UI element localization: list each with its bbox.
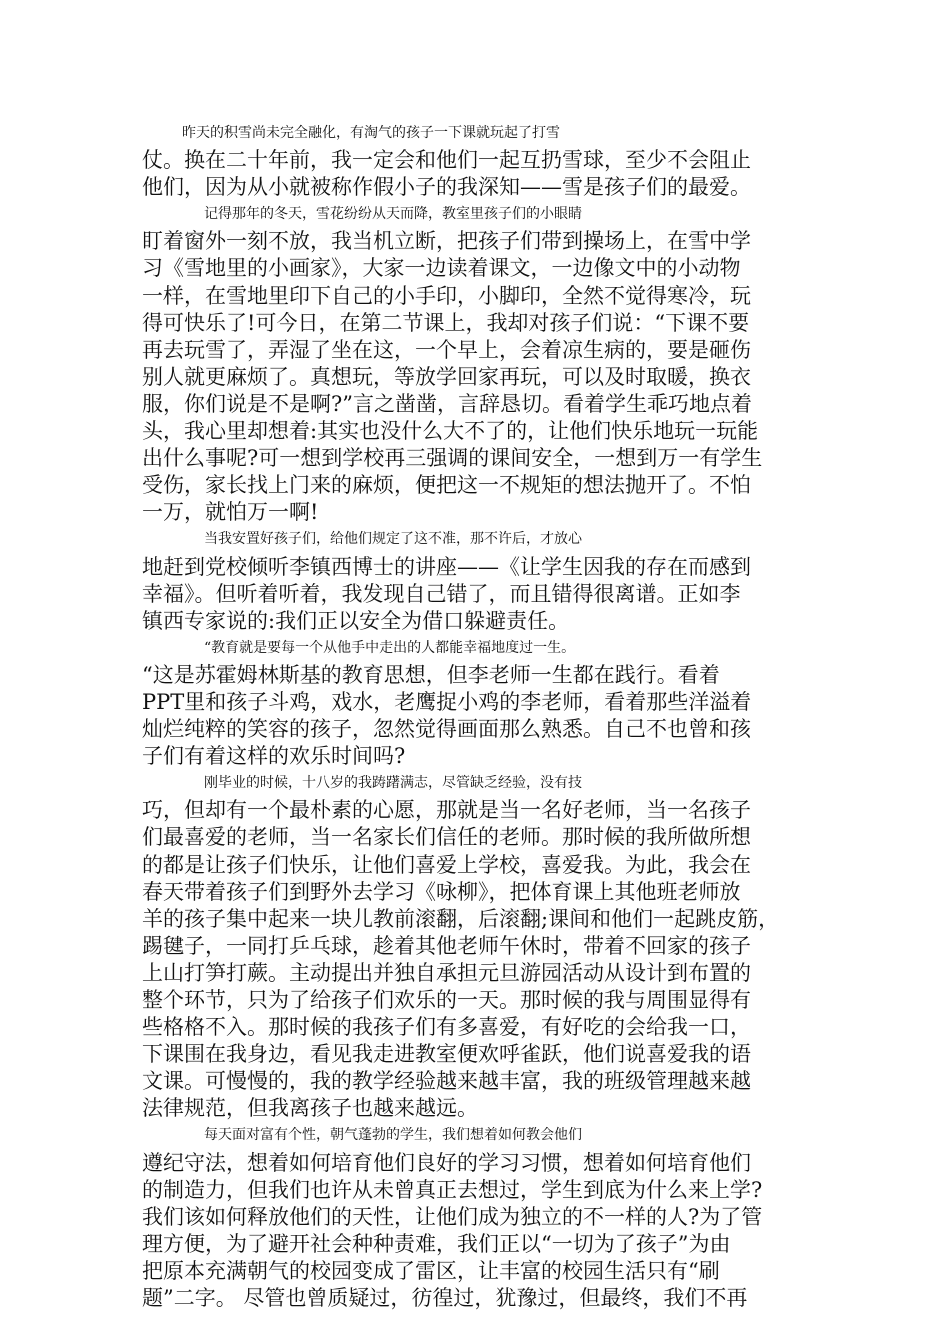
text-line: 每天面对富有个性，朝气蓬勃的学生，我们想着如何教会他们: [204, 1127, 582, 1144]
text-line: PPT里和孩子斗鸡，戏水，老鹰捉小鸡的李老师，看着那些洋溢着: [142, 689, 752, 714]
text-line: 盯着窗外一刻不放，我当机立断，把孩子们带到操场上，在雪中学: [142, 229, 751, 254]
text-line: 文课。可慢慢的，我的教学经验越来越丰富，我的班级管理越来越: [142, 1069, 751, 1094]
text-line: 我们该如何释放他们的天性，让他们成为独立的不一样的人?为了管: [142, 1204, 763, 1229]
document-body: [142, 120, 810, 1312]
text-line: 遵纪守法，想着如何培育他们良好的学习习惯，想着如何培育他们: [142, 1150, 751, 1175]
text-line: 的制造力，但我们也许从未曾真正去想过，学生到底为什么来上学?: [142, 1177, 763, 1202]
text-line: 得可快乐了!可今日，在第二节课上，我却对孩子们说：“下课不要: [142, 310, 750, 335]
text-line: 一样，在雪地里印下自己的小手印，小脚印，全然不觉得寒冷，玩: [142, 283, 751, 308]
text-line: 把原本充满朝气的校园变成了雷区，让丰富的校园生活只有“刷: [142, 1258, 720, 1283]
text-line: 服，你们说是不是啊?”言之凿凿，言辞恳切。看着学生乖巧地点着: [142, 391, 752, 416]
text-line: “教育就是要每一个从他手中走出的人都能幸福地度过一生。: [204, 639, 576, 656]
text-line: 镇西专家说的:我们正以安全为借口躲避责任。: [142, 608, 570, 633]
text-line: 子们有着这样的欢乐时间吗?: [142, 744, 406, 769]
text-line: 幸福》。但听着听着，我发现自己错了，而且错得很离谱。正如李: [142, 581, 741, 606]
text-line: 些格格不入。那时候的我孩子们有多喜爱，有好吃的会给我一口，: [142, 1015, 751, 1040]
text-line: 一万，就怕万一啊!: [142, 500, 319, 525]
text-line: 们最喜爱的老师，当一名家长们信任的老师。那时候的我所做所想: [142, 825, 751, 850]
paragraph-4: [142, 635, 810, 770]
text-line: 仗。换在二十年前，我一定会和他们一起互扔雪球，至少不会阻止: [142, 148, 751, 173]
text-line: 别人就更麻烦了。真想玩，等放学回家再玩，可以及时取暖，换衣: [142, 364, 751, 389]
paragraph-1: [142, 120, 810, 201]
text-line: 受伤，家长找上门来的麻烦，便把这一不规矩的想法抛开了。不怕: [142, 473, 751, 498]
text-line: 法律规范，但我离孩子也越来越远。: [142, 1096, 478, 1121]
text-line: 头，我心里却想着:其实也没什么大不了的，让他们快乐地玩一玩能: [142, 419, 759, 444]
text-line: 的都是让孩子们快乐，让他们喜爱上学校，喜爱我。为此，我会在: [142, 852, 751, 877]
text-line: 出什么事呢?可一想到学校再三强调的课间安全，一想到万一有学生: [142, 446, 763, 471]
text-line: 理方便，为了避开社会种种责难，我们正以“一切为了孩子”为由: [142, 1231, 731, 1256]
paragraph-5: [142, 770, 810, 1122]
text-line: “这是苏霍姆林斯基的教育思想，但李老师一生都在践行。看着: [142, 662, 720, 687]
text-line: 整个环节，只为了给孩子们欢乐的一天。那时候的我与周围显得有: [142, 988, 751, 1012]
text-line: 他们，因为从小就被称作假小子的我深知——雪是孩子们的最爱。: [142, 175, 751, 200]
text-line: 记得那年的冬天，雪花纷纷从天而降，教室里孩子们的小眼睛: [204, 206, 582, 223]
text-line: 巧，但却有一个最朴素的心愿，那就是当一名好老师，当一名孩子: [142, 798, 751, 823]
text-line: 春天带着孩子们到野外去学习《咏柳》，把体育课上其他班老师放: [142, 879, 741, 904]
text-line: 习《雪地里的小画家》，大家一边读着课文，一边像文中的小动物: [142, 256, 741, 281]
paragraph-3: [142, 526, 810, 634]
text-line: 再去玩雪了，弄湿了坐在这，一个早上，会着凉生病的，要是砸伤: [142, 337, 751, 362]
text-line: 灿烂纯粹的笑容的孩子，忽然觉得画面那么熟悉。自己不也曾和孩: [142, 717, 751, 742]
text-line: 当我安置好孩子们，给他们规定了这不准，那不许后，才放心: [204, 531, 582, 548]
text-line: 题”二字。 尽管也曾质疑过，彷徨过，犹豫过，但最终，我们不再: [142, 1286, 748, 1311]
paragraph-2: [142, 201, 810, 526]
text-line: 下课围在我身边，看见我走进教室便欢呼雀跃，他们说喜爱我的语: [142, 1042, 751, 1067]
text-line: 上山打笋打蕨。主动提出并独自承担元旦游园活动从设计到布置的: [142, 960, 751, 985]
text-line: 刚毕业的时候，十八岁的我踌躇满志，尽管缺乏经验，没有技: [204, 775, 582, 792]
text-line: 昨天的积雪尚未完全融化，有淘气的孩子一下课就玩起了打雪: [182, 125, 560, 141]
text-line: 地赶到党校倾听李镇西博士的讲座——《让学生因我的存在而感到: [142, 554, 751, 579]
text-line: 羊的孩子集中起来一块儿教前滚翻，后滚翻;课间和他们一起跳皮筋，: [142, 906, 780, 931]
text-line: 踢毽子，一同打乒乓球，趁着其他老师午休时，带着不回家的孩子: [142, 933, 751, 958]
paragraph-6: [142, 1122, 810, 1312]
